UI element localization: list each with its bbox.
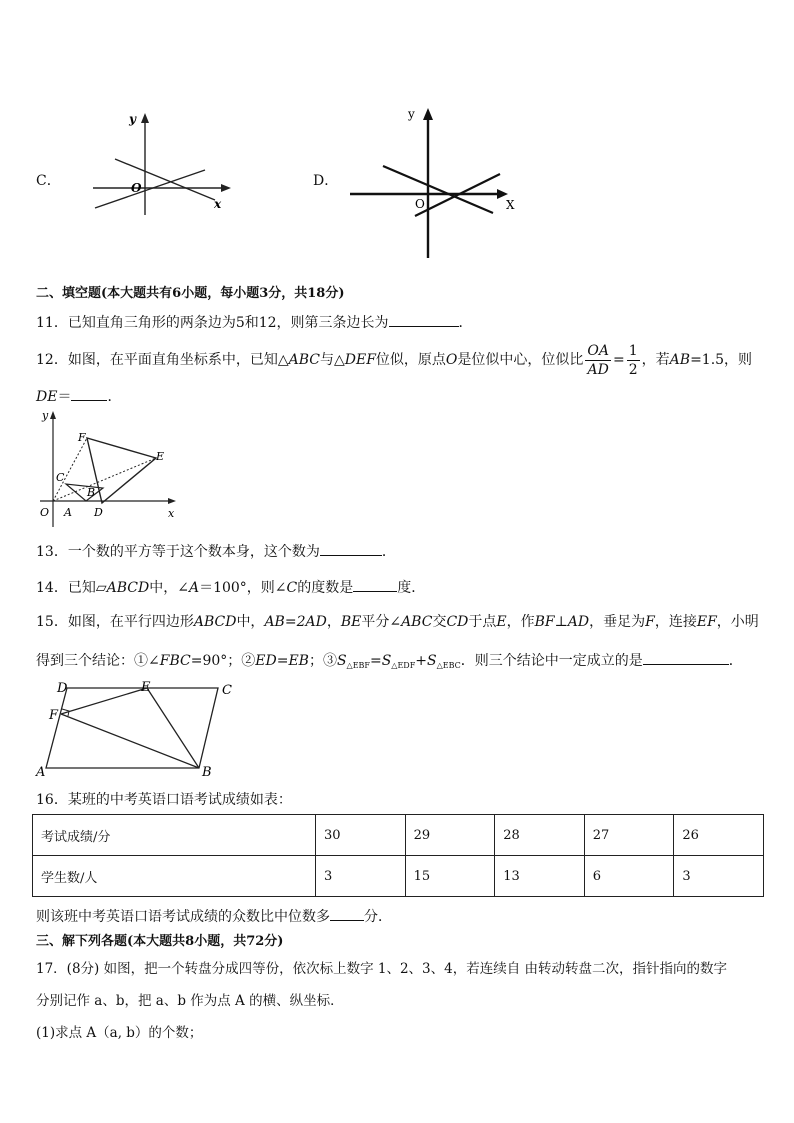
question-17-line1: 17．(8分) 如图，把一个转盘分成四等份，依次标上数字 1、2、3、4，若连续自 由转动转盘二次，指针指向的数字 (36, 961, 728, 977)
question-15-line1: 15．如图，在平行四边形ABCD中，AB=2AD，BE平分∠ABC交CD于点E，作BF⊥AD，垂足为F，连接EF，小明 (36, 614, 759, 630)
c-x-arrow (221, 184, 231, 192)
svg-text:D: D (57, 681, 68, 696)
svg-text:F: F (49, 708, 59, 723)
question-14: 14．已知▱ABCD中，∠A＝100°，则∠C的度数是 度． (36, 577, 425, 597)
question-16: 16．某班的中考英语口语考试成绩如表： (36, 792, 292, 808)
svg-text:B: B (87, 486, 96, 499)
q12-answer-blank (71, 386, 107, 401)
fig15-parallelogram (46, 688, 218, 768)
d-y-arrow (423, 108, 433, 120)
question-12: 12．如图，在平面直角坐标系中，已知△ ABC 与△ DEF 位似，原点 O 是位似中心，位似比 $\frac{OA}{AD}$ = $\frac{1}{2}$ ，若 AB =1.5，则 (36, 342, 753, 378)
section3-heading: 三、解下列各题(本大题共8小题，共72分) (36, 934, 284, 949)
question-13: 13．一个数的平方等于这个数本身，这个数为 ． (36, 541, 396, 561)
c-line-1 (115, 159, 215, 200)
svg-text:E: E (156, 450, 165, 463)
svg-text:C: C (222, 683, 232, 698)
table-cell: 3 (674, 856, 764, 897)
d-y-label: y (408, 107, 415, 121)
option-d-label: D． (313, 173, 339, 189)
question-15-line2: 得到三个结论：①∠FBC=90°；②ED=EB；$③S_{\triangle EBF}=S_{\triangle EDF}+S_{\triangle EBC}$．则三个结论中一定成立的是 ． (36, 650, 743, 675)
d-origin-label: O (415, 197, 425, 211)
section2-heading: 二、填空题(本大题共有6小题，每小题3分，共18分) (36, 286, 345, 301)
svg-text:y: y (42, 409, 49, 422)
q12-figure (34, 405, 184, 530)
c-y-arrow (141, 113, 149, 123)
table-cell: 28 (495, 815, 585, 856)
c-origin-label: O (131, 181, 142, 195)
q13-answer-blank (320, 541, 382, 556)
fig12-triangle-def (87, 438, 156, 503)
q12-half-fraction: $\frac{1}{2}$ (628, 342, 638, 378)
fig12-dash-of (53, 438, 87, 501)
table-cell: 学生数/人 (33, 856, 316, 897)
table-cell: 26 (674, 815, 764, 856)
table-cell: 30 (316, 815, 406, 856)
svg-text:B: B (202, 765, 212, 780)
d-x-label: X (506, 198, 515, 212)
fig15-ef (61, 688, 147, 714)
question-12-line2: DE＝ ． (36, 386, 121, 406)
svg-text:A: A (64, 506, 72, 519)
question-11: 11．已知直角三角形的两条边为5和12，则第三条边长为 ． (36, 312, 473, 332)
fig15-be (147, 688, 199, 768)
table-cell: 6 (584, 856, 674, 897)
q15-answer-blank (643, 650, 729, 665)
question-17-line2: 分别记作 a、b，把 a、b 作为点 A 的横、纵坐标． (36, 993, 344, 1009)
q15-figure (32, 678, 252, 782)
fig15-bf (61, 714, 199, 768)
fig12-dash-oe (53, 458, 156, 501)
table-cell: 29 (405, 815, 495, 856)
score-table (32, 814, 764, 897)
svg-text:x: x (168, 507, 175, 520)
c-y-label: y (129, 112, 136, 126)
option-d-graph (345, 100, 535, 260)
table-cell: 27 (584, 815, 674, 856)
table-cell: 3 (316, 856, 406, 897)
table-cell: 考试成绩/分 (33, 815, 316, 856)
option-c-graph (85, 105, 245, 215)
q12-ratio-fraction: $\frac{OA}{AD}$ (587, 342, 609, 378)
table-cell: 13 (495, 856, 585, 897)
svg-text:O: O (40, 506, 50, 519)
d-line-1 (383, 166, 493, 213)
svg-text:D: D (94, 506, 103, 519)
q14-answer-blank (353, 577, 397, 592)
svg-text:C: C (56, 471, 65, 484)
fig12-triangle-abc (66, 484, 103, 501)
question-16-followup: 则该班中考英语口语考试成绩的众数比中位数多 分． (36, 906, 392, 926)
option-c-label: C． (36, 173, 61, 189)
q16-answer-blank (330, 906, 364, 921)
c-x-label: x (214, 197, 222, 211)
svg-text:F: F (78, 431, 86, 444)
q11-answer-blank (389, 312, 459, 327)
table-cell: 15 (405, 856, 495, 897)
table-row (33, 815, 764, 856)
svg-text:A: A (36, 765, 46, 780)
question-17-part1: (1)求点 A（a, b）的个数； (36, 1025, 203, 1041)
table-row (33, 856, 764, 897)
svg-text:E: E (141, 680, 151, 695)
